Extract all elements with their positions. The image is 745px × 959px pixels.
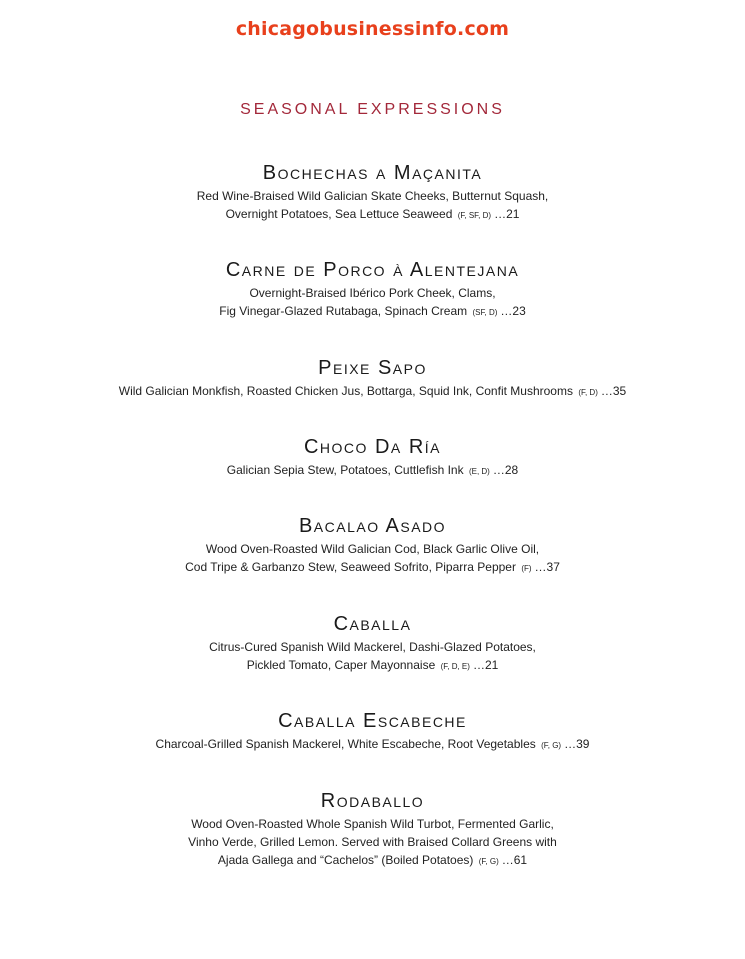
dish-description <box>0 461 745 481</box>
dish-description-line: Charcoal-Grilled Spanish Mackerel, White Escabeche, Root Vegetables <box>155 737 536 751</box>
price: …61 <box>501 853 528 867</box>
dish-description-line: Vinho Verde, Grilled Lemon. Served with Braised Collard Greens with <box>188 835 557 849</box>
section-title: SEASONAL EXPRESSIONS <box>240 101 505 118</box>
menu-item <box>0 513 745 578</box>
allergen-codes: (F, G) <box>478 857 499 866</box>
menu-item <box>0 611 745 676</box>
dish-name: Caballa <box>333 613 412 635</box>
allergen-codes: (F, G) <box>541 741 562 750</box>
watermark: chicagobusinessinfo.com <box>235 18 510 40</box>
dish-description-line: Wild Galician Monkfish, Roasted Chicken Jus, Bottarga, Squid Ink, Confit Mushrooms <box>118 384 573 398</box>
dish-description-line: Galician Sepia Stew, Potatoes, Cuttlefish Ink <box>226 463 464 477</box>
allergen-codes: (F, D, E) <box>440 662 470 671</box>
price: …28 <box>492 463 519 477</box>
menu-item <box>0 355 745 402</box>
menu-item <box>0 257 745 322</box>
dish-name: Bacalao Asado <box>298 515 447 537</box>
price: …39 <box>564 737 590 751</box>
dish-name: Bochechas a Maçanita <box>262 162 483 184</box>
dish-description-line: Citrus-Cured Spanish Wild Mackerel, Dashi-Glazed Potatoes, <box>209 640 536 654</box>
menu-item <box>0 788 745 871</box>
menu-item <box>0 160 745 225</box>
allergen-codes: (SF, D) <box>472 308 498 317</box>
allergen-codes: (F) <box>521 564 532 573</box>
dish-description-line: Wood Oven-Roasted Whole Spanish Wild Turbot, Fermented Garlic, <box>191 817 554 831</box>
dish-description-line: Pickled Tomato, Caper Mayonnaise <box>246 658 436 672</box>
dish-description-line: Ajada Gallega and “Cachelos” (Boiled Potatoes) <box>217 853 474 867</box>
dish-description <box>0 284 745 322</box>
allergen-codes: (F, SF, D) <box>457 211 492 220</box>
price: …37 <box>534 560 560 574</box>
dish-description-line: Red Wine-Braised Wild Galician Skate Cheeks, Butternut Squash, <box>196 189 549 203</box>
dish-description <box>0 187 745 225</box>
dish-description <box>0 382 745 402</box>
price: …23 <box>500 304 526 318</box>
menu-item <box>0 434 745 481</box>
dish-description <box>0 540 745 578</box>
dish-description <box>0 815 745 871</box>
dish-description <box>0 735 745 755</box>
price: …21 <box>494 207 520 221</box>
dish-name: Caballa Escabeche <box>278 710 467 732</box>
dish-description-line: Wood Oven-Roasted Wild Galician Cod, Black Garlic Olive Oil, <box>205 542 540 556</box>
dish-name: Carne de Porco à Alentejana <box>225 259 520 281</box>
dish-description-line: Cod Tripe & Garbanzo Stew, Seaweed Sofrito, Piparra Pepper <box>185 560 516 574</box>
dish-name: Choco Da Ría <box>303 436 441 458</box>
price: …35 <box>600 384 627 398</box>
dish-description-line: Fig Vinegar-Glazed Rutabaga, Spinach Cream <box>219 304 468 318</box>
dish-description <box>0 638 745 676</box>
menu-item <box>0 708 745 755</box>
allergen-codes: (F, D) <box>578 388 598 397</box>
dish-description-line: Overnight Potatoes, Sea Lettuce Seaweed <box>225 207 453 221</box>
allergen-codes: (E, D) <box>468 467 490 476</box>
dish-description-line: Overnight-Braised Ibérico Pork Cheek, Clams, <box>249 286 496 300</box>
price: …21 <box>472 658 499 672</box>
dish-name: Peixe Sapo <box>318 357 427 379</box>
dish-name: Rodaballo <box>320 790 425 812</box>
